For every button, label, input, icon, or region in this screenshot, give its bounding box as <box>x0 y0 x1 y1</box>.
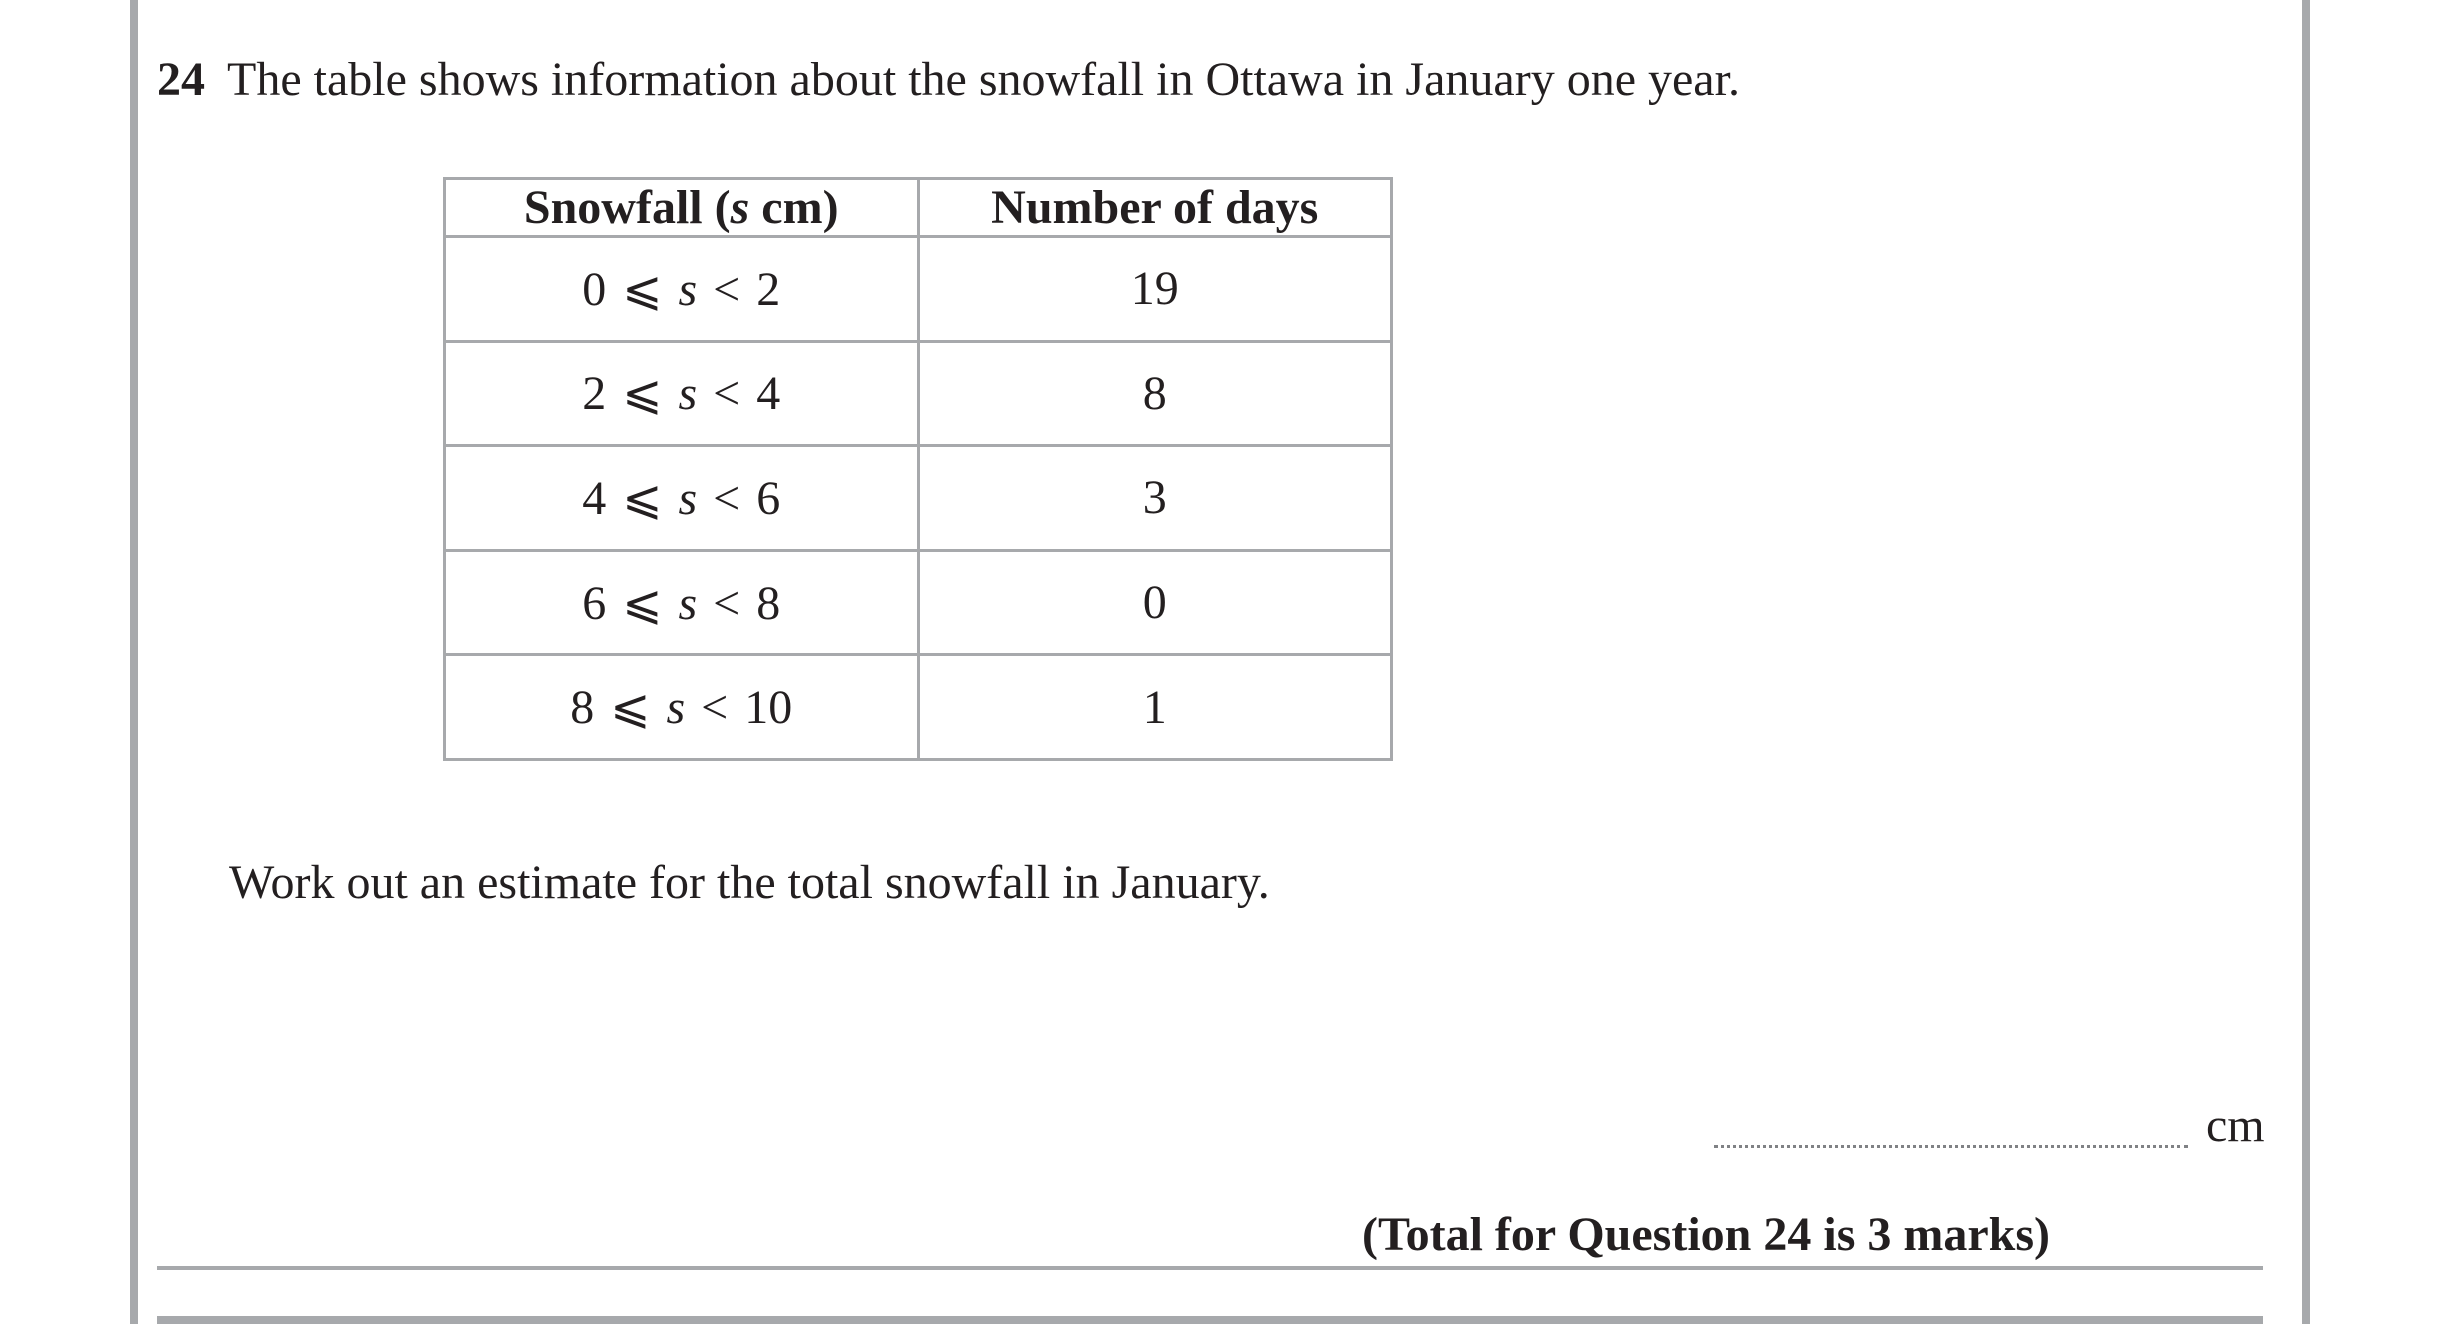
interval-var: s <box>678 471 698 525</box>
header-number-of-days: Number of days <box>918 179 1392 237</box>
table-row <box>445 550 1392 655</box>
table-row <box>445 237 1392 342</box>
interval-var: s <box>678 262 698 316</box>
page-bottom-rule <box>157 1316 2263 1324</box>
question-prompt: Work out an estimate for the total snowfall in January. <box>229 856 1270 909</box>
table-row <box>445 655 1392 760</box>
days-value: 0 <box>918 550 1392 655</box>
interval-upper: 6 <box>756 471 781 525</box>
question-text: The table shows information about the snowfall in Ottawa in January one year. <box>227 53 1740 106</box>
answer-line[interactable] <box>1714 1145 2188 1148</box>
table-row <box>445 446 1392 551</box>
interval-rel-left: ⩽ <box>622 367 663 421</box>
answer-unit: cm <box>2206 1099 2265 1152</box>
days-value: 3 <box>918 446 1392 551</box>
interval-rel-right: < <box>713 367 741 421</box>
interval-rel-left: ⩽ <box>622 576 663 630</box>
interval-lower: 8 <box>570 681 595 735</box>
right-page-border <box>2302 0 2310 1324</box>
snowfall-interval <box>445 550 919 655</box>
interval-rel-right: < <box>713 471 741 525</box>
header-snowfall-var: s <box>730 181 750 234</box>
interval-rel-right: < <box>713 262 741 316</box>
header-snowfall-prefix: Snowfall ( <box>523 181 731 234</box>
question-header <box>157 52 1740 107</box>
interval-upper: 8 <box>756 576 781 630</box>
header-snowfall <box>445 179 919 237</box>
question-divider <box>157 1266 2263 1270</box>
days-value: 1 <box>918 655 1392 760</box>
interval-lower: 4 <box>582 471 607 525</box>
question-number: 24 <box>157 53 205 106</box>
interval-rel-right: < <box>713 576 741 630</box>
days-value: 19 <box>918 237 1392 342</box>
interval-var: s <box>678 576 698 630</box>
interval-rel-left: ⩽ <box>610 681 651 735</box>
snowfall-interval <box>445 341 919 446</box>
interval-rel-left: ⩽ <box>622 471 663 525</box>
table-row <box>445 341 1392 446</box>
snowfall-interval <box>445 237 919 342</box>
snowfall-interval <box>445 446 919 551</box>
interval-var: s <box>678 367 698 421</box>
table-header-row <box>445 179 1392 237</box>
left-page-border <box>130 0 138 1324</box>
interval-upper: 2 <box>756 262 781 316</box>
snowfall-table <box>443 177 1393 761</box>
interval-var: s <box>666 681 686 735</box>
snowfall-interval <box>445 655 919 760</box>
days-value: 8 <box>918 341 1392 446</box>
interval-rel-left: ⩽ <box>622 262 663 316</box>
total-marks: (Total for Question 24 is 3 marks) <box>1362 1208 2051 1261</box>
header-snowfall-suffix: cm) <box>749 181 839 234</box>
interval-rel-right: < <box>701 681 729 735</box>
interval-lower: 0 <box>582 262 607 316</box>
interval-lower: 6 <box>582 576 607 630</box>
interval-upper: 4 <box>756 367 781 421</box>
interval-lower: 2 <box>582 367 607 421</box>
interval-upper: 10 <box>744 681 793 735</box>
